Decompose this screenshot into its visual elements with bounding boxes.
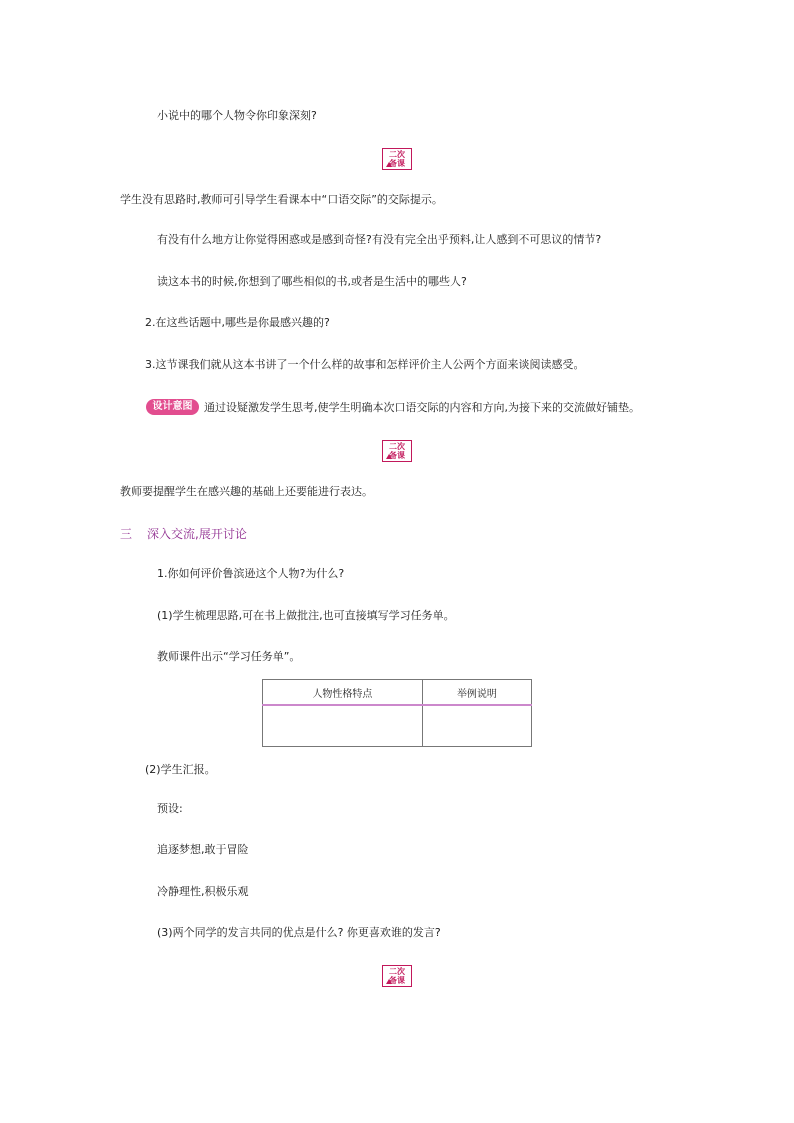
question-evaluate: 1.你如何评价鲁滨逊这个人物?为什么? xyxy=(157,567,345,580)
preset-b: 冷静理性,积极乐观 xyxy=(157,885,249,898)
section-number: 三 xyxy=(120,527,133,541)
second-lesson-prep-icon: 二次 备课 xyxy=(382,148,412,170)
second-lesson-prep-icon: 二次 备课 xyxy=(382,965,412,987)
second-lesson-prep-icon: 二次 备课 xyxy=(382,440,412,462)
table-header-trait: 人物性格特点 xyxy=(263,680,423,706)
show-sheet: 教师课件出示“学习任务单”。 xyxy=(157,650,301,663)
step-2: (2)学生汇报。 xyxy=(145,763,216,776)
teacher-remind: 教师要提醒学生在感兴趣的基础上还要能进行表达。 xyxy=(120,485,373,498)
hint-intro: 学生没有思路时,教师可引导学生看课本中“口语交际”的交际提示。 xyxy=(120,193,443,206)
section-heading xyxy=(120,526,247,542)
table-header-example: 举例说明 xyxy=(422,680,531,706)
question-3: 3.这节课我们就从这本书讲了一个什么样的故事和怎样评价主人公两个方面来谈阅读感受。 xyxy=(145,358,585,371)
step-3: (3)两个同学的发言共同的优点是什么? 你更喜欢谁的发言? xyxy=(157,926,441,939)
question-character: 小说中的哪个人物令你印象深刻? xyxy=(157,109,317,122)
task-sheet-table xyxy=(262,679,532,747)
table-cell xyxy=(422,705,531,747)
preset-label: 预设: xyxy=(157,802,183,815)
up-arrow-icon xyxy=(386,979,392,984)
up-arrow-icon xyxy=(386,454,392,459)
design-intent-text: 通过设疑激发学生思考,使学生明确本次口语交际的内容和方向,为接下来的交流做好铺垫。 xyxy=(204,401,640,414)
preset-a: 追逐梦想,敢于冒险 xyxy=(157,843,249,856)
up-arrow-icon xyxy=(386,162,392,167)
question-2: 2.在这些话题中,哪些是你最感兴趣的? xyxy=(145,316,330,329)
table-header-row xyxy=(263,680,532,706)
step-1: (1)学生梳理思路,可在书上做批注,也可直接填写学习任务单。 xyxy=(157,609,455,622)
section-title: 深入交流,展开讨论 xyxy=(147,527,247,541)
table-row xyxy=(263,705,532,747)
design-intent-badge: 设计意图 xyxy=(146,399,199,415)
question-confusing: 有没有什么地方让你觉得困惑或是感到奇怪?有没有完全出乎预料,让人感到不可思议的情节? xyxy=(157,233,602,246)
table-cell xyxy=(263,705,423,747)
question-related: 读这本书的时候,你想到了哪些相似的书,或者是生活中的哪些人? xyxy=(157,275,467,288)
